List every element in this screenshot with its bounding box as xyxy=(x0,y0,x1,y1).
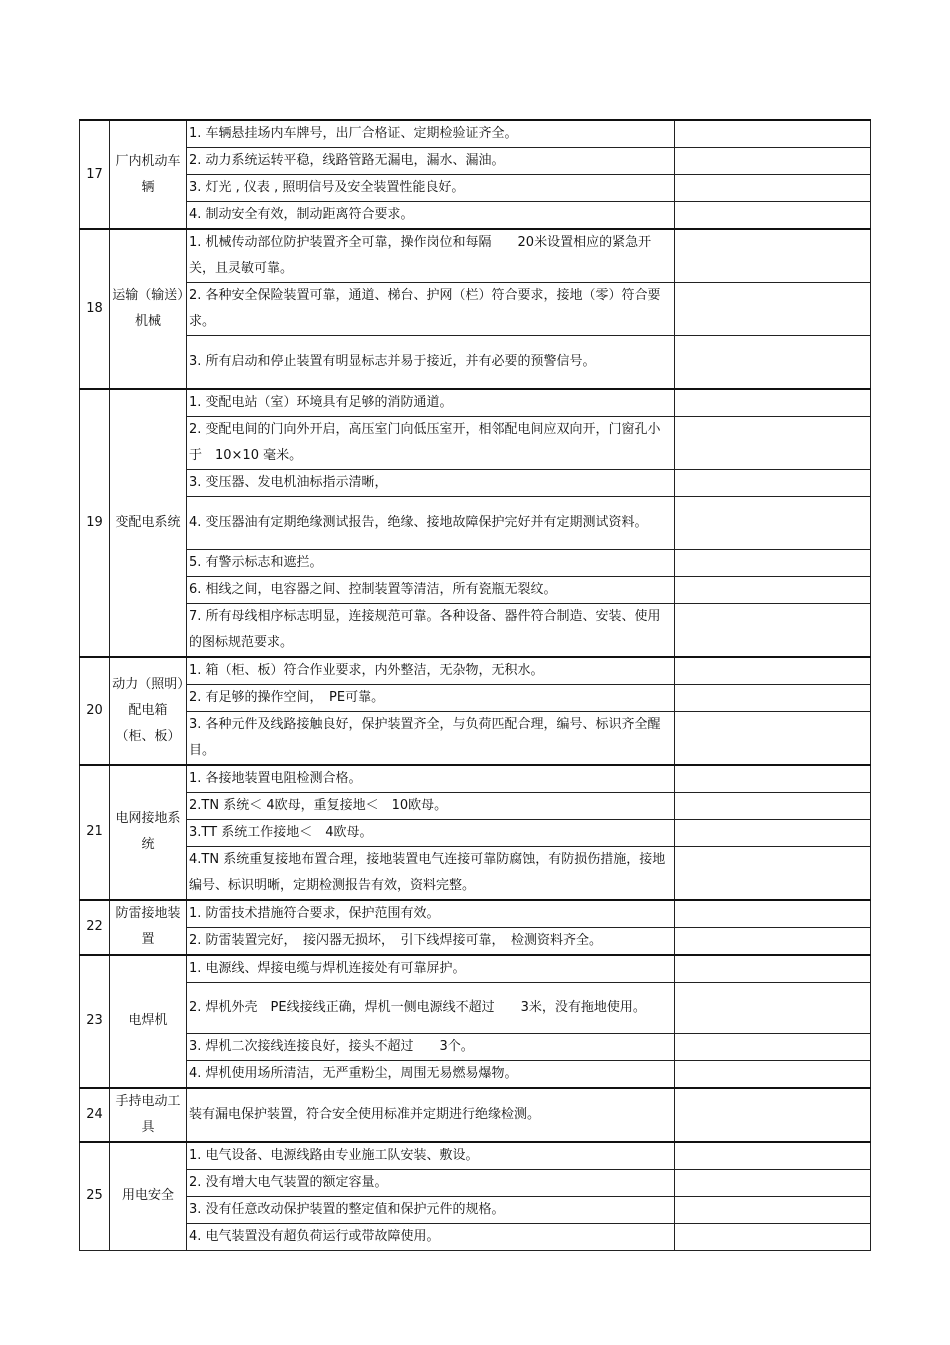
result-cell[interactable] xyxy=(675,202,871,230)
table-row xyxy=(80,711,871,765)
result-cell[interactable] xyxy=(675,846,871,900)
inspection-item: 3.TT 系统工作接地＜ 4欧母。 xyxy=(187,819,675,846)
inspection-item: 3. 变压器、发电机油标指示清晰， xyxy=(187,469,675,496)
result-cell[interactable] xyxy=(675,927,871,955)
inspection-item: 1. 箱（柜、板）符合作业要求，内外整洁，无杂物，无积水。 xyxy=(187,657,675,685)
table-row xyxy=(80,496,871,549)
result-cell[interactable] xyxy=(675,819,871,846)
table-row xyxy=(80,549,871,576)
inspection-item: 3. 所有启动和停止装置有明显标志并易于接近，并有必要的预警信号。 xyxy=(187,336,675,389)
item-number: 23 xyxy=(80,955,110,1088)
result-cell[interactable] xyxy=(675,576,871,603)
table-row xyxy=(80,819,871,846)
result-cell[interactable] xyxy=(675,711,871,765)
inspection-item: 2. 防雷装置完好， 接闪器无损坏， 引下线焊接可靠， 检测资料齐全。 xyxy=(187,927,675,955)
table-row xyxy=(80,1169,871,1196)
table-row xyxy=(80,765,871,793)
result-cell[interactable] xyxy=(675,175,871,202)
inspection-item: 1. 各接地装置电阻检测合格。 xyxy=(187,765,675,793)
result-cell[interactable] xyxy=(675,336,871,389)
result-cell[interactable] xyxy=(675,765,871,793)
item-number: 25 xyxy=(80,1142,110,1251)
category-name: 电网接地系统 xyxy=(110,765,187,900)
inspection-item: 2. 没有增大电气装置的额定容量。 xyxy=(187,1169,675,1196)
table-row xyxy=(80,900,871,928)
inspection-item: 3. 各种元件及线路接触良好，保护装置齐全，与负荷匹配合理，编号、标识齐全醒目。 xyxy=(187,711,675,765)
table-row xyxy=(80,955,871,983)
category-name: 电焊机 xyxy=(110,955,187,1088)
category-name: 厂内机动车辆 xyxy=(110,120,187,229)
result-cell[interactable] xyxy=(675,657,871,685)
table-row xyxy=(80,1223,871,1250)
result-cell[interactable] xyxy=(675,1169,871,1196)
inspection-item: 1. 电源线、焊接电缆与焊机连接处有可靠屏护。 xyxy=(187,955,675,983)
category-name: 用电安全 xyxy=(110,1142,187,1251)
table-row xyxy=(80,469,871,496)
result-cell[interactable] xyxy=(675,120,871,148)
category-name: 运输（输送）机械 xyxy=(110,229,187,389)
table-row xyxy=(80,283,871,336)
table-row xyxy=(80,389,871,417)
table-row xyxy=(80,1142,871,1170)
result-cell[interactable] xyxy=(675,1060,871,1088)
result-cell[interactable] xyxy=(675,469,871,496)
table-row xyxy=(80,229,871,283)
result-cell[interactable] xyxy=(675,549,871,576)
result-cell[interactable] xyxy=(675,603,871,657)
item-number: 22 xyxy=(80,900,110,955)
category-name: 变配电系统 xyxy=(110,389,187,657)
table-row xyxy=(80,148,871,175)
inspection-item: 1. 电气设备、电源线路由专业施工队安装、敷设。 xyxy=(187,1142,675,1170)
inspection-item: 2.TN 系统＜ 4欧母，重复接地＜ 10欧母。 xyxy=(187,792,675,819)
item-number: 17 xyxy=(80,120,110,229)
inspection-item: 4. 电气装置没有超负荷运行或带故障使用。 xyxy=(187,1223,675,1250)
item-number: 19 xyxy=(80,389,110,657)
table-row xyxy=(80,792,871,819)
result-cell[interactable] xyxy=(675,792,871,819)
table-row xyxy=(80,603,871,657)
inspection-item: 4.TN 系统重复接地布置合理，接地装置电气连接可靠防腐蚀，有防损伤措施，接地编号、标识明晰，定期检测报告有效，资料完整。 xyxy=(187,846,675,900)
inspection-item: 3. 焊机二次接线连接良好，接头不超过 3个。 xyxy=(187,1033,675,1060)
result-cell[interactable] xyxy=(675,1088,871,1142)
inspection-item: 1. 变配电站（室）环境具有足够的消防通道。 xyxy=(187,389,675,417)
inspection-item: 5. 有警示标志和遮拦。 xyxy=(187,549,675,576)
result-cell[interactable] xyxy=(675,283,871,336)
result-cell[interactable] xyxy=(675,389,871,417)
inspection-item: 3. 没有任意改动保护装置的整定值和保护元件的规格。 xyxy=(187,1196,675,1223)
item-number: 20 xyxy=(80,657,110,765)
table-row xyxy=(80,120,871,148)
result-cell[interactable] xyxy=(675,982,871,1033)
inspection-item: 1. 机械传动部位防护装置齐全可靠，操作岗位和每隔 20米设置相应的紧急开关，且灵敏可靠。 xyxy=(187,229,675,283)
result-cell[interactable] xyxy=(675,229,871,283)
inspection-item: 3. 灯光 , 仪表 , 照明信号及安全装置性能良好。 xyxy=(187,175,675,202)
inspection-item: 4. 变压器油有定期绝缘测试报告，绝缘、接地故障保护完好并有定期测试资料。 xyxy=(187,496,675,549)
table-row xyxy=(80,175,871,202)
result-cell[interactable] xyxy=(675,1223,871,1250)
inspection-item: 2. 动力系统运转平稳，线路管路无漏电，漏水、漏油。 xyxy=(187,148,675,175)
result-cell[interactable] xyxy=(675,1142,871,1170)
category-name: 动力（照明）配电箱（柜、板） xyxy=(110,657,187,765)
table-row xyxy=(80,1060,871,1088)
table-row xyxy=(80,846,871,900)
inspection-item: 装有漏电保护装置，符合安全使用标准并定期进行绝缘检测。 xyxy=(187,1088,675,1142)
result-cell[interactable] xyxy=(675,1033,871,1060)
inspection-item: 4. 制动安全有效，制动距离符合要求。 xyxy=(187,202,675,230)
inspection-item: 6. 相线之间，电容器之间、控制装置等清洁，所有瓷瓶无裂纹。 xyxy=(187,576,675,603)
result-cell[interactable] xyxy=(675,684,871,711)
table-row xyxy=(80,982,871,1033)
table-row xyxy=(80,1033,871,1060)
inspection-table-body xyxy=(80,120,871,1250)
table-row xyxy=(80,416,871,469)
item-number: 24 xyxy=(80,1088,110,1142)
result-cell[interactable] xyxy=(675,416,871,469)
category-name: 手持电动工具 xyxy=(110,1088,187,1142)
inspection-item: 7. 所有母线相序标志明显，连接规范可靠。各种设备、器件符合制造、安装、使用的图标规范要求。 xyxy=(187,603,675,657)
inspection-item: 1. 防雷技术措施符合要求，保护范围有效。 xyxy=(187,900,675,928)
table-row xyxy=(80,1088,871,1142)
table-row xyxy=(80,927,871,955)
table-row xyxy=(80,202,871,230)
inspection-item: 1. 车辆悬挂场内车牌号，出厂合格证、定期检验证齐全。 xyxy=(187,120,675,148)
category-name: 防雷接地装置 xyxy=(110,900,187,955)
item-number: 18 xyxy=(80,229,110,389)
inspection-table xyxy=(79,119,871,1251)
inspection-item: 2. 焊机外壳 PE线接线正确，焊机一侧电源线不超过 3米，没有拖地使用。 xyxy=(187,982,675,1033)
table-row xyxy=(80,1196,871,1223)
table-row xyxy=(80,576,871,603)
inspection-item: 2. 各种安全保险装置可靠，通道、梯台、护网（栏）符合要求，接地（零）符合要求。 xyxy=(187,283,675,336)
result-cell[interactable] xyxy=(675,1196,871,1223)
item-number: 21 xyxy=(80,765,110,900)
inspection-item: 2. 变配电间的门向外开启，高压室门向低压室开，相邻配电间应双向开，门窗孔小于 10×10 毫米。 xyxy=(187,416,675,469)
table-row xyxy=(80,684,871,711)
result-cell[interactable] xyxy=(675,148,871,175)
inspection-item: 4. 焊机使用场所清洁，无严重粉尘，周围无易燃易爆物。 xyxy=(187,1060,675,1088)
table-row xyxy=(80,657,871,685)
table-row xyxy=(80,336,871,389)
result-cell[interactable] xyxy=(675,900,871,928)
result-cell[interactable] xyxy=(675,955,871,983)
result-cell[interactable] xyxy=(675,496,871,549)
inspection-item: 2. 有足够的操作空间， PE可靠。 xyxy=(187,684,675,711)
